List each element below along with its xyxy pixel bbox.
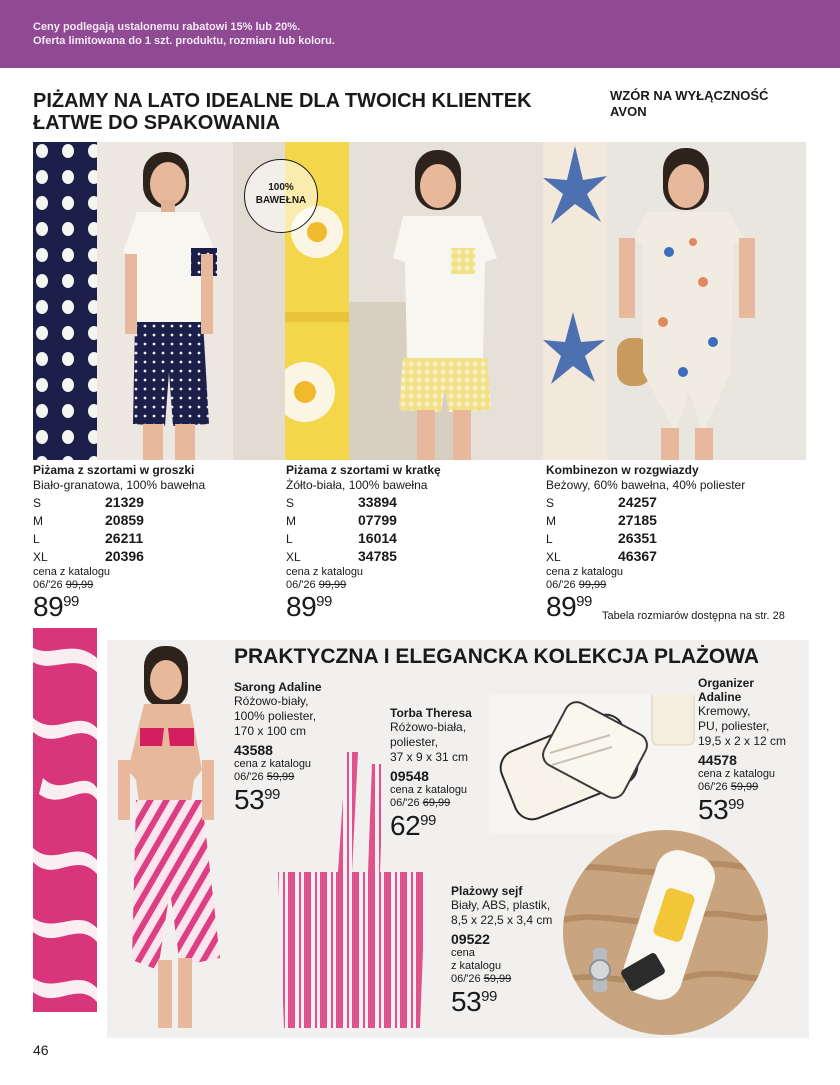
cotton-badge-line-1: 100%	[268, 182, 294, 193]
size-code: 20859	[105, 512, 144, 528]
product-starfish-jumpsuit	[546, 463, 816, 628]
product-name: Kombinezon w rozgwiazdy	[546, 463, 699, 477]
size-label: M	[33, 514, 43, 528]
price	[698, 794, 808, 826]
product-name: Sarong Adaline	[234, 680, 322, 694]
product-code: 09548	[390, 768, 429, 784]
price-main: 89	[546, 591, 577, 622]
exclusive-line-2: AVON	[610, 104, 647, 119]
price-main: 53	[234, 784, 265, 815]
catalog-date: 06/'26	[546, 579, 576, 591]
size-label: S	[546, 496, 555, 510]
price-cents: 99	[481, 988, 497, 1005]
size-label: M	[546, 514, 556, 528]
product-name: Plażowy sejf	[451, 884, 523, 898]
catalog-price-label: cena z katalogu	[546, 566, 624, 578]
catalog-date: 06/'26	[234, 771, 264, 783]
product-name-line: Organizer	[698, 676, 755, 690]
price	[546, 591, 592, 623]
old-price: 69,99	[422, 797, 451, 809]
product-polka-dot-pajama	[33, 463, 283, 628]
product-code: 44578	[698, 752, 737, 768]
price-cents: 99	[264, 786, 280, 803]
price	[451, 986, 566, 1018]
product-organizer	[698, 676, 808, 826]
size-label: M	[286, 514, 296, 528]
old-price: 99,99	[578, 579, 607, 591]
size-label: XL	[33, 550, 48, 564]
product-description-line: poliester,	[390, 735, 439, 749]
old-price: 99,99	[65, 579, 94, 591]
photo-gingham-pajama	[285, 142, 543, 460]
size-code: 46367	[618, 548, 657, 564]
size-code: 21329	[105, 494, 144, 510]
zebra-pattern-strip	[33, 628, 97, 1012]
price-main: 89	[33, 591, 64, 622]
size-code: 33894	[358, 494, 397, 510]
headline-line-1: PIŻAMY NA LATO IDEALNE DLA TWOICH KLIENTEK	[33, 90, 532, 112]
old-price: 99,99	[318, 579, 347, 591]
price-cents: 99	[420, 812, 436, 829]
product-description-line: 19,5 x 2 x 12 cm	[698, 734, 787, 748]
size-label: XL	[286, 550, 301, 564]
product-name: Piżama z szortami w groszki	[33, 463, 195, 477]
photo-starfish-jumpsuit	[543, 142, 806, 460]
size-label: XL	[546, 550, 561, 564]
product-name-line: Adaline	[698, 690, 742, 704]
size-code: 07799	[358, 512, 397, 528]
product-description-line: 100% poliester,	[234, 709, 317, 723]
price	[33, 591, 79, 623]
size-label: L	[286, 532, 293, 546]
catalog-price-label: cena	[451, 947, 475, 959]
catalog-date: 06/'26	[451, 973, 481, 985]
size-table-note: Tabela rozmiarów dostępna na str. 28	[602, 610, 785, 622]
old-price: 59,99	[266, 771, 295, 783]
product-description-line: Różowo-biały,	[234, 694, 309, 708]
price	[390, 810, 500, 842]
old-price: 59,99	[483, 973, 512, 985]
page-number: 46	[33, 1042, 49, 1058]
photo-sarong-model	[110, 640, 230, 1038]
banner-line-1: Ceny podlegają ustalonemu rabatowi 15% lub 20%.	[33, 21, 301, 33]
exclusive-line-1: WZÓR NA WYŁĄCZNOŚĆ	[610, 88, 769, 103]
price	[286, 591, 332, 623]
product-description: Beżowy, 60% bawełna, 40% poliester	[546, 478, 746, 492]
catalog-price-label: cena z katalogu	[286, 566, 364, 578]
cotton-badge-line-2: BAWEŁNA	[255, 195, 307, 206]
size-code: 24257	[618, 494, 657, 510]
product-code: 09522	[451, 931, 490, 947]
product-description-line: Biały, ABS, plastik,	[451, 898, 551, 912]
catalog-price-label: z katalogu	[451, 960, 502, 972]
product-description-line: 170 x 100 cm	[234, 724, 307, 738]
catalog-date: 06/'26	[286, 579, 316, 591]
product-gingham-pajama	[286, 463, 536, 628]
catalog-date: 06/'26	[698, 781, 728, 793]
catalog-price-label: cena z katalogu	[698, 768, 776, 780]
catalog-date: 06/'26	[33, 579, 63, 591]
product-name: Piżama z szortami w kratkę	[286, 463, 441, 477]
size-code: 16014	[358, 530, 397, 546]
price-main: 53	[698, 794, 729, 825]
size-code: 26211	[105, 530, 144, 546]
cotton-badge	[244, 159, 318, 233]
price-cents: 99	[576, 593, 592, 610]
size-code: 34785	[358, 548, 397, 564]
catalog-price-label: cena z katalogu	[33, 566, 111, 578]
size-code: 20396	[105, 548, 144, 564]
size-label: L	[546, 532, 553, 546]
product-bag	[390, 706, 500, 842]
product-description-line: 8,5 x 22,5 x 3,4 cm	[451, 913, 553, 927]
catalog-date: 06/'26	[390, 797, 420, 809]
price-cents: 99	[63, 593, 79, 610]
size-code: 26351	[618, 530, 657, 546]
price-main: 89	[286, 591, 317, 622]
price-cents: 99	[316, 593, 332, 610]
offer-banner	[0, 0, 840, 68]
old-price: 59,99	[730, 781, 759, 793]
size-label: S	[286, 496, 295, 510]
photo-beach-safe	[563, 830, 768, 1035]
product-description: Biało-granatowa, 100% bawełna	[33, 478, 206, 492]
product-beach-safe	[451, 884, 566, 1018]
catalog-price-label: cena z katalogu	[390, 784, 468, 796]
price-main: 62	[390, 810, 421, 841]
product-description-line: Kremowy,	[698, 704, 751, 718]
product-description-line: PU, poliester,	[698, 719, 770, 733]
product-name: Torba Theresa	[390, 706, 472, 720]
product-code: 43588	[234, 742, 273, 758]
photo-organizer	[490, 695, 700, 833]
price-main: 53	[451, 986, 482, 1017]
product-description-line: Różowo-biała,	[390, 720, 467, 734]
price-cents: 99	[728, 796, 744, 813]
product-description-line: 37 x 9 x 31 cm	[390, 750, 469, 764]
size-label: L	[33, 532, 40, 546]
beach-collection-title: PRAKTYCZNA I ELEGANCKA KOLEKCJA PLAŻOWA	[234, 645, 759, 668]
product-description: Żółto-biała, 100% bawełna	[286, 478, 428, 492]
size-label: S	[33, 496, 42, 510]
headline-line-2: ŁATWE DO SPAKOWANIA	[33, 112, 281, 134]
banner-line-2: Oferta limitowana do 1 szt. produktu, rozmiaru lub koloru.	[33, 35, 335, 47]
size-code: 27185	[618, 512, 657, 528]
catalog-price-label: cena z katalogu	[234, 758, 312, 770]
